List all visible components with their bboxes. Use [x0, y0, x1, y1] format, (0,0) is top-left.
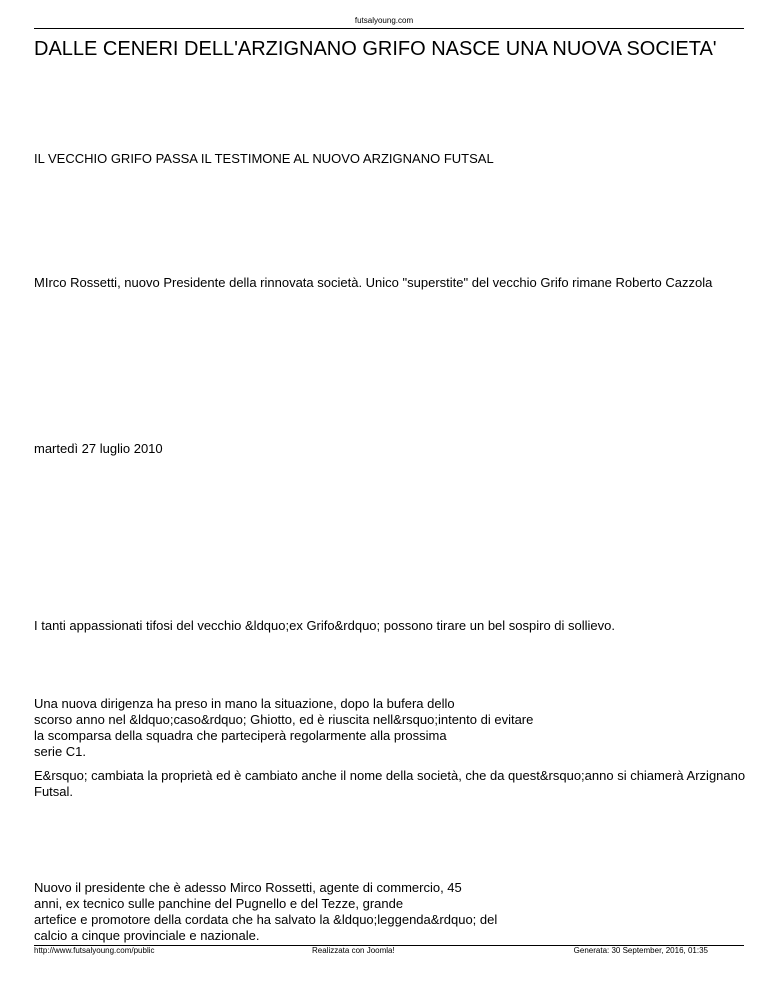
paragraph-3: E&rsquo; cambiata la proprietà ed è cambiato anche il nome della società, che da quest&rsquo;anno si chiamerà Arzignano Futsal.	[34, 768, 746, 799]
paragraph-1: I tanti appassionati tifosi del vecchio &ldquo;ex Grifo&rdquo; possono tirare un bel sospiro di sollievo.	[34, 618, 615, 633]
paragraph-2-line: la scomparsa della squadra che parteciperà regolarmente alla prossima	[34, 728, 447, 743]
footer-generated: Generata: 30 September, 2016, 01:35	[573, 946, 708, 955]
site-header: futsalyoung.com	[354, 16, 414, 25]
article-date: martedì 27 luglio 2010	[34, 441, 163, 456]
paragraph-2-line: scorso anno nel &ldquo;caso&rdquo; Ghiotto, ed è riuscita nell&rsquo;intento di evitare	[34, 712, 534, 727]
footer-url: http://www.futsalyoung.com/public	[34, 946, 155, 955]
footer-made-with: Realizzata con Joomla!	[312, 946, 395, 955]
header-divider	[34, 28, 744, 29]
paragraph-4-line: calcio a cinque provinciale e nazionale.	[34, 928, 260, 943]
photo-caption: MIrco Rossetti, nuovo Presidente della rinnovata società. Unico "superstite" del vecchio Grifo rimane Roberto Cazzola	[34, 275, 713, 290]
article-title: DALLE CENERI DELL'ARZIGNANO GRIFO NASCE UNA NUOVA SOCIETA'	[34, 38, 717, 60]
paragraph-2-line: serie C1.	[34, 744, 87, 759]
paragraph-2-line: Una nuova dirigenza ha preso in mano la situazione, dopo la bufera dello	[34, 696, 455, 711]
paragraph-4-line: Nuovo il presidente che è adesso Mirco Rossetti, agente di commercio, 45	[34, 880, 462, 895]
paragraph-4-line: artefice e promotore della cordata che ha salvato la &ldquo;leggenda&rdquo; del	[34, 912, 498, 927]
article-subtitle: IL VECCHIO GRIFO PASSA IL TESTIMONE AL NUOVO ARZIGNANO FUTSAL	[34, 151, 494, 166]
paragraph-4-line: anni, ex tecnico sulle panchine del Pugnello e del Tezze, grande	[34, 896, 404, 911]
paragraph-4	[34, 880, 497, 944]
paragraph-2	[34, 696, 533, 760]
